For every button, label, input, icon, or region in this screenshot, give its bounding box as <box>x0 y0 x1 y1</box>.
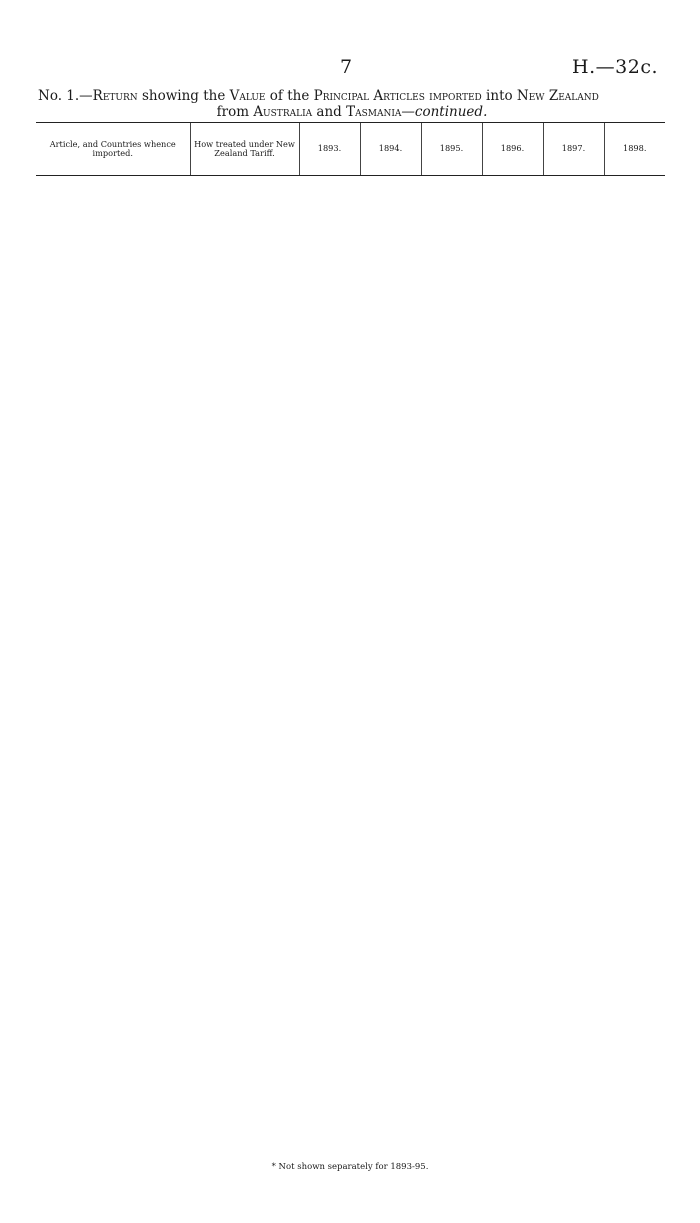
page-number: 7 <box>340 56 353 78</box>
footnote: * Not shown separately for 1893-95. <box>271 1162 429 1172</box>
col-year: 1894. <box>360 123 421 176</box>
imports-table <box>36 122 665 176</box>
document-reference: H.—32c. <box>572 56 658 78</box>
col-year: 1897. <box>543 123 604 176</box>
col-year: 1898. <box>604 123 665 176</box>
header-row <box>36 123 665 176</box>
col-tariff: How treated under New Zealand Tariff. <box>190 123 299 176</box>
col-year: 1893. <box>299 123 360 176</box>
col-year: 1895. <box>421 123 482 176</box>
table-title: No. 1.—Return showing the Value of the Principal Articles imported into New Zealand from Australia and Tasmania—continued. <box>38 88 599 120</box>
col-year: 1896. <box>482 123 543 176</box>
col-article: Article, and Countries whence imported. <box>36 123 190 176</box>
